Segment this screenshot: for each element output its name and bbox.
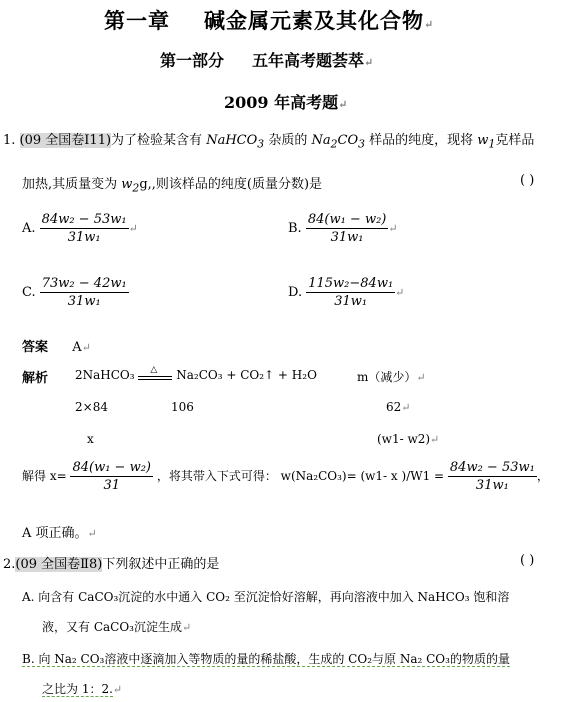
year-title: 2009 年高考题 [224,93,339,112]
reaction-equation [75,364,317,383]
answer-value: A [72,340,82,355]
heat-equals-sign: △ [138,369,172,383]
q2-option-a-line1: A. 向含有 CaCO₃沉淀的水中通入 CO₂ 至沉淀恰好溶解，再向溶液中加入 NaHCO₃ 饱和溶 [22,590,510,604]
unknown-x: x [87,432,94,446]
part-title: 五年高考题荟萃 [252,51,365,70]
q1-option-c: C. $\frac{\text{73w₂ − 42w₁}}{\text{31w₁}}$ [22,276,127,309]
option-a-fraction: $\frac{\text{84w₂ − 53w₁}}{\text{31w₁}}$ [41,212,127,245]
q1-source-tag: (09 全国卷Ⅰ11) [19,133,112,148]
q1-option-a: A. $\frac{\text{84w₂ − 53w₁}}{\text{31w₁}}$ ↵ [22,212,138,245]
solve-fraction-result: $\frac{\text{84w₂ − 53w₁}}{\text{31w₁}}$ [449,460,535,493]
q1-answer-paren: ( ) [520,173,535,188]
q2-option-a-line2: 液，又有 CaCO₃沉淀生成↵ [42,620,192,634]
q1-conclusion: A 项正确。↵ [22,526,97,541]
q1-option-d: D. $\frac{\text{115w₂−84w₁}}{\text{31w₁}}$ ↵ [288,276,405,309]
chapter-heading: 第一章 碱金属元素及其化合物↵ [104,8,435,33]
option-d-fraction: $\frac{\text{115w₂−84w₁}}{\text{31w₁}}$ [308,276,394,309]
purity-expression: w(Na₂CO₃)= (w1- x )/W1 = [280,469,445,483]
formula-nahco3: NaHCO$_3$ [206,133,265,151]
var-w2: $w_2$ [121,177,140,195]
option-b-fraction: $\frac{\text{84(w₁ − w₂)}}{\text{31w₁}}$ [307,212,387,245]
ratio-left: 2×84 [75,400,108,414]
q2-option-b-line1: B. 向 Na₂ CO₃溶液中逐滴加入等物质的量的稀盐酸，生成的 CO₂与原 Na₂ CO₃的物质的量 [22,652,510,666]
chapter-number: 第一章 [104,8,170,33]
q1-option-b: B. $\frac{\text{84(w₁ − w₂)}}{\text{31w₁}}$ ↵ [288,212,398,245]
solve-fraction-x: $\frac{\text{84(w₁ − w₂)}}{31}$ [72,460,151,493]
answer-label: 答案 [22,340,49,355]
q1-number: 1. [3,133,16,148]
q2-number: 2. [3,557,16,572]
q1-stem-line1: 1. (09 全国卷Ⅰ11)为了检验某含有 NaHCO$_3$ 杂质的 $Na_2CO_3$ 样品的纯度，现将 $w_1$克样品 [3,133,535,151]
year-heading: 2009 年高考题↵ [224,93,348,112]
q1-stem-line2: 加热,其质量变为 $w_2g$,,则该样品的纯度(质量分数)是 [22,177,323,195]
solve-line: 解得 x= $\frac{\text{84(w₁ − w₂)}}{31}$ ，将其带入下式可得： w(Na₂CO₃)= (w1- x )/W1 = $\frac{\text{84w₂ − 53w₁}}{\text{31w₁}}$ ， [22,460,549,493]
part-number: 第一部分 [160,51,225,70]
q2-stem: 2.(09 全国卷Ⅱ8)下列叙述中正确的是 [3,557,220,572]
q1-answer-row: 答案 A↵ [22,340,91,355]
eq-left: 2NaHCO₃ [75,368,135,382]
mass-diff: (w1- w2)↵ [377,432,440,446]
chapter-title: 碱金属元素及其化合物 [204,8,424,33]
formula-na2co3: $Na_2CO_3$ [311,133,365,151]
var-w1: $w_1$ [477,133,496,151]
ratio-right: 62↵ [386,400,411,414]
eq-right: Na₂CO₃ + CO₂↑ + H₂O [176,368,317,382]
q2-answer-paren: ( ) [520,553,535,568]
part-heading: 第一部分 五年高考题荟萃↵ [160,51,374,70]
analysis-label: 解析 [22,371,49,386]
ratio-mid: 106 [171,400,194,414]
q2-option-b-line2: 之比为 1：2.↵ [42,682,123,696]
mass-decrease-label: m（减少）↵ [357,370,426,384]
option-c-fraction: $\frac{\text{73w₂ − 42w₁}}{\text{31w₁}}$ [41,276,127,309]
q2-source-tag: (09 全国卷Ⅱ8) [15,557,103,572]
